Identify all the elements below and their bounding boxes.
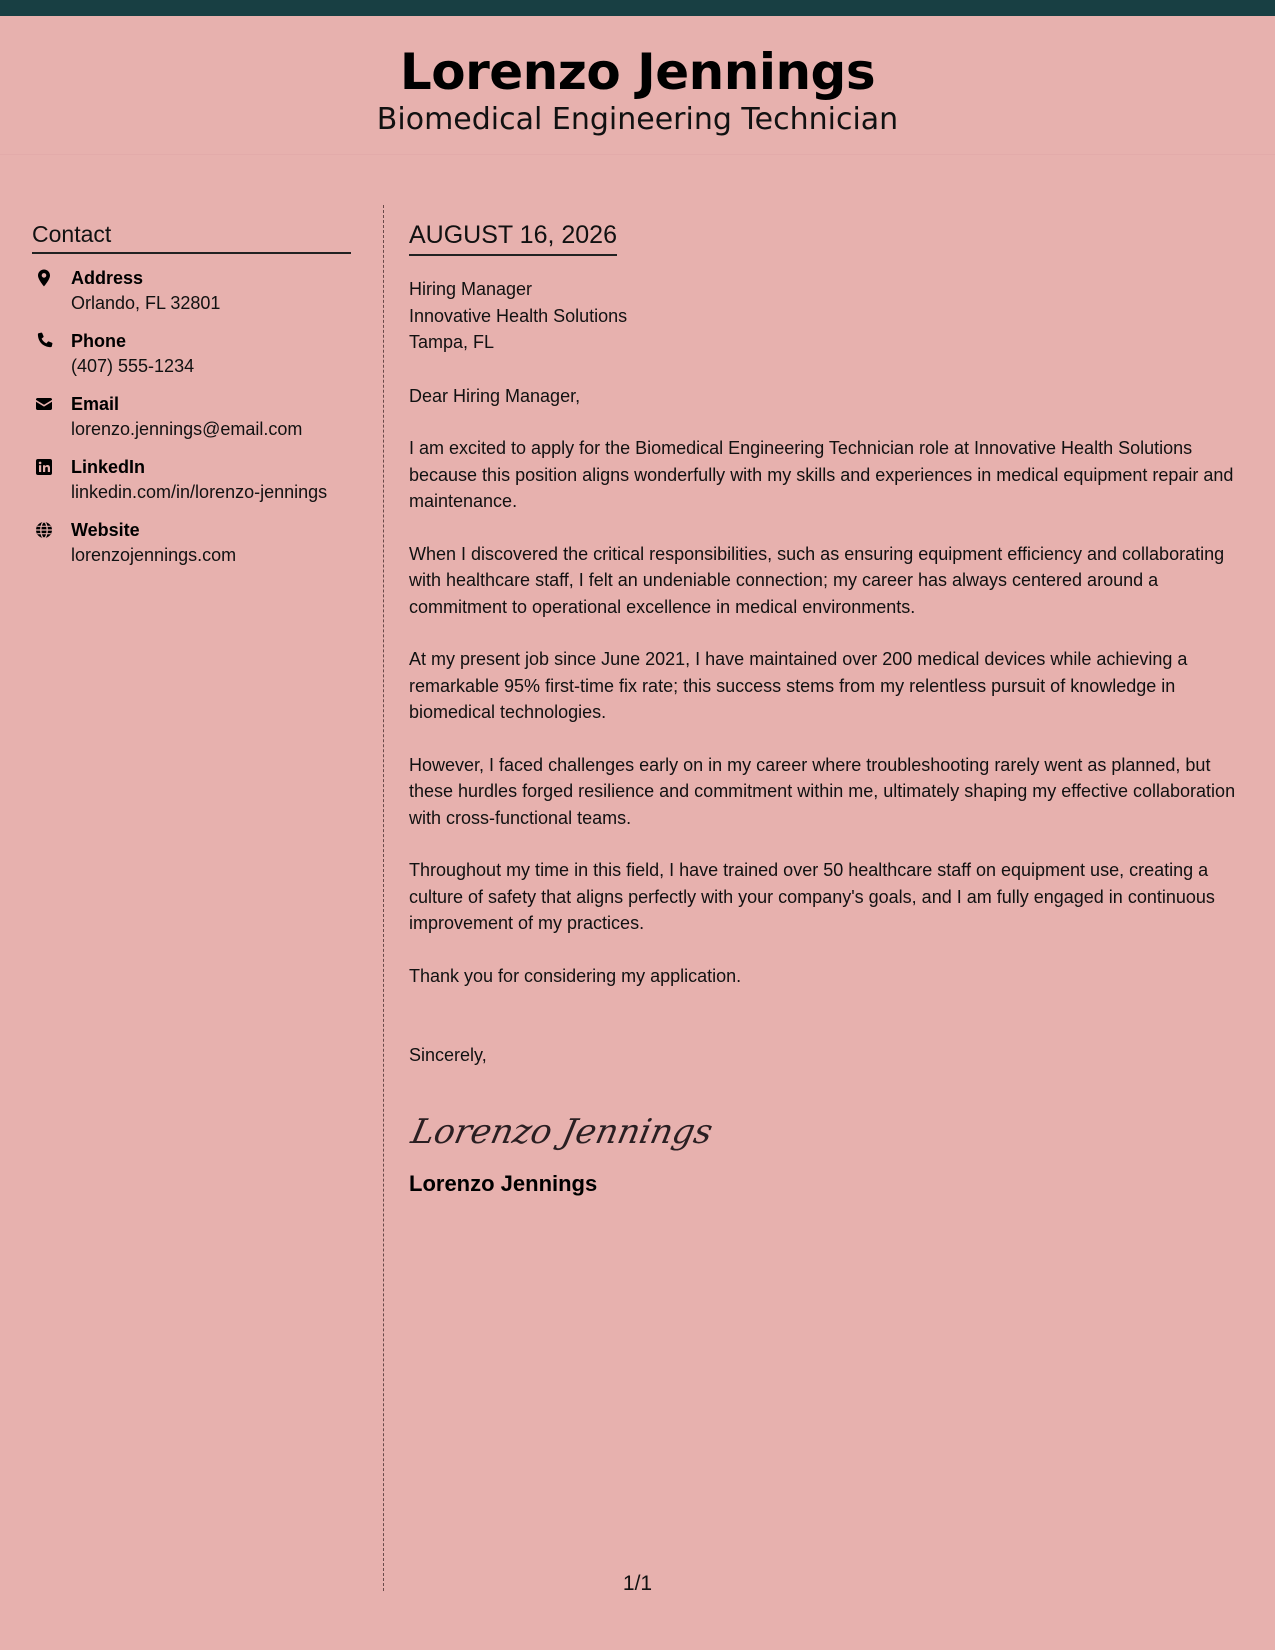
- linkedin-label: LinkedIn: [71, 457, 146, 477]
- salutation: Dear Hiring Manager,: [409, 385, 581, 406]
- letter-body: [409, 218, 1245, 1199]
- recipient-block: [409, 276, 1245, 356]
- contact-item-address: [32, 266, 351, 317]
- letter-paragraph: Throughout my time in this field, I have trained over 50 healthcare staff on equipment use, creating a culture of safety that aligns perfectly with your company's goals, and I am fully engaged in continuous improvement of my practices.: [409, 860, 1215, 933]
- linkedin-icon: [34, 457, 54, 477]
- website-label: Website: [71, 520, 140, 540]
- contact-item-phone: [32, 329, 351, 380]
- page-header: [0, 16, 1275, 155]
- phone-icon: [34, 331, 54, 351]
- applicant-name: Lorenzo Jennings: [399, 43, 876, 101]
- letter-paragraph: At my present job since June 2021, I have maintained over 200 medical devices while achieving a remarkable 95% first-time fix rate; this success stems from my relentless pursuit of knowledge in biomedical technologies.: [409, 649, 1188, 722]
- phone-value: (407) 555-1234: [71, 356, 195, 376]
- letter-date: AUGUST 16, 2026: [409, 218, 617, 256]
- linkedin-value: linkedin.com/in/lorenzo-jennings: [71, 482, 328, 502]
- signed-name: Lorenzo Jennings: [409, 1170, 598, 1196]
- website-value: lorenzojennings.com: [71, 545, 237, 565]
- envelope-icon: [34, 394, 54, 414]
- contact-item-email: [32, 392, 351, 443]
- contact-item-website: [32, 518, 351, 569]
- contact-heading: Contact: [32, 218, 351, 254]
- column-divider: [383, 205, 384, 1591]
- letter-paragraph: I am excited to apply for the Biomedical Engineering Technician role at Innovative Health Solutions because this position aligns wonderfully with my skills and experiences in medical equipment repair and maintenance.: [409, 438, 1234, 511]
- address-label: Address: [71, 268, 144, 288]
- recipient-line: Hiring Manager: [409, 279, 533, 299]
- globe-icon: [34, 520, 54, 540]
- top-accent-bar: [0, 0, 1275, 16]
- email-value: lorenzo.jennings@email.com: [71, 419, 303, 439]
- map-pin-icon: [34, 268, 54, 288]
- letter-paragraph: However, I faced challenges early on in my career where troubleshooting rarely went as planned, but these hurdles forged resilience and commitment within me, ultimately shaping my effective collaboration with cross-functional teams.: [409, 754, 1236, 828]
- address-value: Orlando, FL 32801: [71, 293, 221, 313]
- job-title: Biomedical Engineering Technician: [376, 102, 899, 137]
- letter-paragraph: Thank you for considering my application.: [409, 965, 742, 986]
- page-number: 1/1: [622, 1572, 653, 1595]
- closing: Sincerely,: [409, 1045, 487, 1065]
- contact-item-linkedin: [32, 455, 351, 506]
- handwritten-signature: [409, 1099, 1245, 1159]
- contact-sidebar: [32, 218, 351, 569]
- phone-label: Phone: [71, 331, 127, 351]
- recipient-line: Tampa, FL: [409, 332, 495, 352]
- signature-text: Lorenzo Jennings: [407, 1111, 717, 1152]
- letter-paragraph: When I discovered the critical responsibilities, such as ensuring equipment efficiency and collaborating with healthcare staff, I felt an undeniable connection; my career has always centered around a commitment to operational excellence in medical environments.: [409, 543, 1225, 617]
- recipient-line: Innovative Health Solutions: [409, 305, 628, 326]
- email-label: Email: [71, 394, 120, 414]
